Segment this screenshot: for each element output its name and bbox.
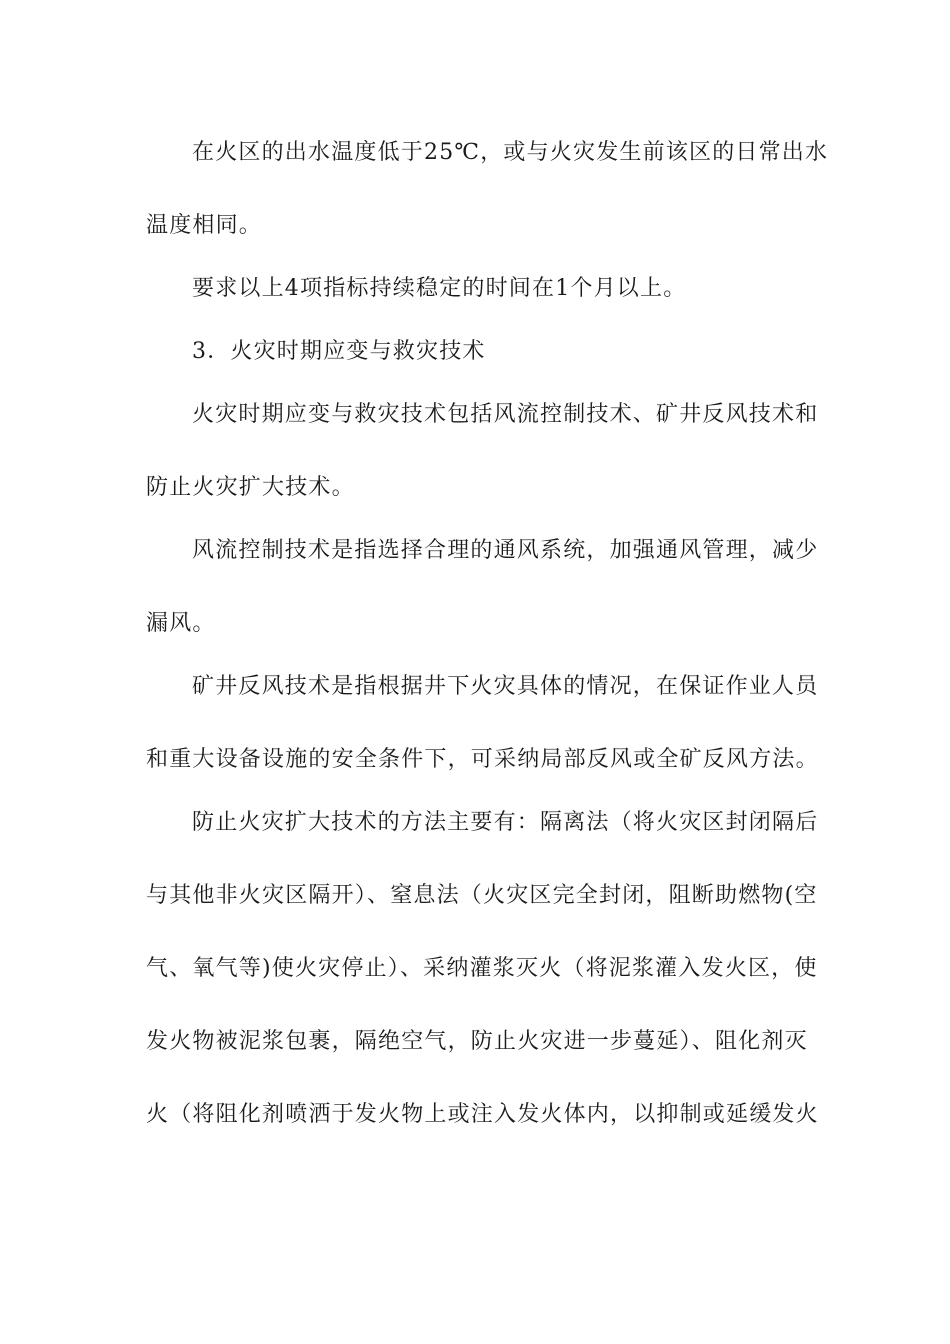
paragraph-line: 发火物被泥浆包裹，隔绝空气，防止火灾进一步蔓延）、阻化剂灭 — [146, 1029, 808, 1054]
paragraph-line: 火灾时期应变与救灾技术包括风流控制技术、矿井反风技术和 — [192, 402, 819, 427]
paragraph-line: 火（将阻化剂喷洒于发火物上或注入发火体内，以抑制或延缓发火 — [146, 1102, 819, 1127]
paragraph-line: 漏风。 — [146, 611, 216, 636]
paragraph-line: 要求以上4项指标持续稳定的时间在1个月以上。 — [192, 276, 687, 301]
paragraph-line: 与其他非火灾区隔开）、窒息法（火灾区完全封闭，阻断助燃物(空 — [146, 883, 818, 908]
paragraph-line: 气、氧气等)使火灾停止）、采纳灌浆灭火（将泥浆灌入发火区，使 — [146, 956, 818, 981]
paragraph-line: 温度相同。 — [146, 213, 263, 238]
paragraph-line: 风流控制技术是指选择合理的通风系统，加强通风管理，减少 — [192, 538, 819, 563]
paragraph-line: 在火区的出水温度低于25℃，或与火灾发生前该区的日常出水 — [192, 140, 829, 165]
paragraph-line: 防止火灾扩大技术的方法主要有：隔离法（将火灾区封闭隔后 — [192, 810, 819, 835]
paragraph-line: 和重大设备设施的安全条件下，可采纳局部反风或全矿反风方法。 — [146, 747, 819, 772]
paragraph-line: 防止火灾扩大技术。 — [146, 475, 355, 500]
section-heading: 3．火灾时期应变与救灾技术 — [192, 339, 486, 364]
paragraph-line: 矿井反风技术是指根据井下火灾具体的情况，在保证作业人员 — [192, 674, 819, 699]
